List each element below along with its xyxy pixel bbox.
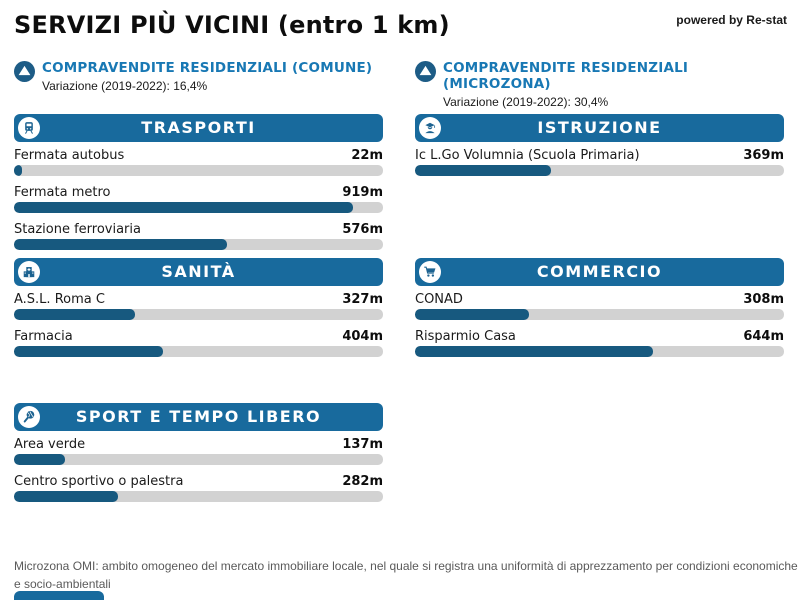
service-distance: 644m <box>743 329 784 344</box>
service-label: A.S.L. Roma C <box>14 292 105 307</box>
section-title: COMMERCIO <box>536 262 663 281</box>
section-title: TRASPORTI <box>141 118 256 137</box>
distance-bar-fill <box>14 239 227 250</box>
service-distance: 404m <box>342 329 383 344</box>
service-label: CONAD <box>415 292 463 307</box>
service-row <box>14 329 383 357</box>
section-commercio <box>415 258 784 357</box>
page-title: SERVIZI PIÙ VICINI (entro 1 km) <box>14 11 450 39</box>
section-header <box>14 114 383 142</box>
section-istruzione <box>415 114 784 176</box>
section-header <box>415 258 784 286</box>
train-icon <box>18 117 40 139</box>
distance-bar-track <box>415 165 784 176</box>
service-label: Area verde <box>14 437 86 452</box>
section-title: SANITÀ <box>161 262 236 281</box>
distance-bar-track <box>14 454 383 465</box>
distance-bar-track <box>14 202 383 213</box>
stat-title: COMPRAVENDITE RESIDENZIALI (MICROZONA) <box>443 60 689 92</box>
service-label: Stazione ferroviaria <box>14 222 141 237</box>
service-row <box>14 222 383 250</box>
distance-bar-fill <box>14 309 135 320</box>
service-distance: 919m <box>342 185 383 200</box>
service-row <box>14 292 383 320</box>
stat-variation: Variazione (2019-2022): 30,4% <box>443 95 609 109</box>
triangle-up-circle-icon <box>415 61 436 82</box>
section-header <box>415 114 784 142</box>
section-header <box>14 403 383 431</box>
distance-bar-fill <box>14 165 22 176</box>
service-row <box>415 148 784 176</box>
powered-by-label: powered by Re-stat <box>676 13 787 27</box>
service-distance: 308m <box>743 292 784 307</box>
service-row <box>14 148 383 176</box>
section-header <box>14 258 383 286</box>
racket-icon <box>18 406 40 428</box>
hospital-icon <box>18 261 40 283</box>
distance-bar-track <box>14 309 383 320</box>
service-row <box>415 329 784 357</box>
service-label: Ic L.Go Volumnia (Scuola Primaria) <box>415 148 640 163</box>
service-row <box>14 185 383 213</box>
distance-bar-track <box>14 346 383 357</box>
service-distance: 576m <box>342 222 383 237</box>
stat-compravendite-comune <box>14 60 372 93</box>
service-label: Farmacia <box>14 329 73 344</box>
distance-bar-track <box>14 239 383 250</box>
service-distance: 369m <box>743 148 784 163</box>
next-section-header-stub <box>14 591 104 600</box>
distance-bar-fill <box>415 346 653 357</box>
distance-bar-track <box>14 491 383 502</box>
section-sport <box>14 403 383 502</box>
section-sanita <box>14 258 383 357</box>
service-distance: 137m <box>342 437 383 452</box>
distance-bar-track <box>415 346 784 357</box>
service-label: Centro sportivo o palestra <box>14 474 184 489</box>
section-title: SPORT E TEMPO LIBERO <box>75 407 322 426</box>
section-trasporti <box>14 114 383 250</box>
stat-variation: Variazione (2019-2022): 16,4% <box>42 79 208 93</box>
service-distance: 22m <box>351 148 383 163</box>
distance-bar-track <box>415 309 784 320</box>
distance-bar-fill <box>14 454 65 465</box>
stat-title: COMPRAVENDITE RESIDENZIALI (COMUNE) <box>42 60 373 76</box>
service-row <box>415 292 784 320</box>
distance-bar-fill <box>14 202 353 213</box>
cart-icon <box>419 261 441 283</box>
distance-bar-track <box>14 165 383 176</box>
graduate-icon <box>419 117 441 139</box>
service-label: Fermata autobus <box>14 148 125 163</box>
service-distance: 282m <box>342 474 383 489</box>
triangle-up-circle-icon <box>14 61 35 82</box>
service-label: Fermata metro <box>14 185 111 200</box>
service-label: Risparmio Casa <box>415 329 516 344</box>
microzona-note: Microzona OMI: ambito omogeneo del mercato immobiliare locale, nel quale si registra una uniformità di apprezzamento per condizioni economiche e socio-ambientali <box>14 559 798 591</box>
distance-bar-fill <box>14 346 163 357</box>
service-row <box>14 437 383 465</box>
distance-bar-fill <box>14 491 118 502</box>
service-distance: 327m <box>342 292 383 307</box>
section-title: ISTRUZIONE <box>537 118 662 137</box>
service-row <box>14 474 383 502</box>
distance-bar-fill <box>415 309 529 320</box>
distance-bar-fill <box>415 165 551 176</box>
stat-compravendite-microzona <box>415 60 800 109</box>
